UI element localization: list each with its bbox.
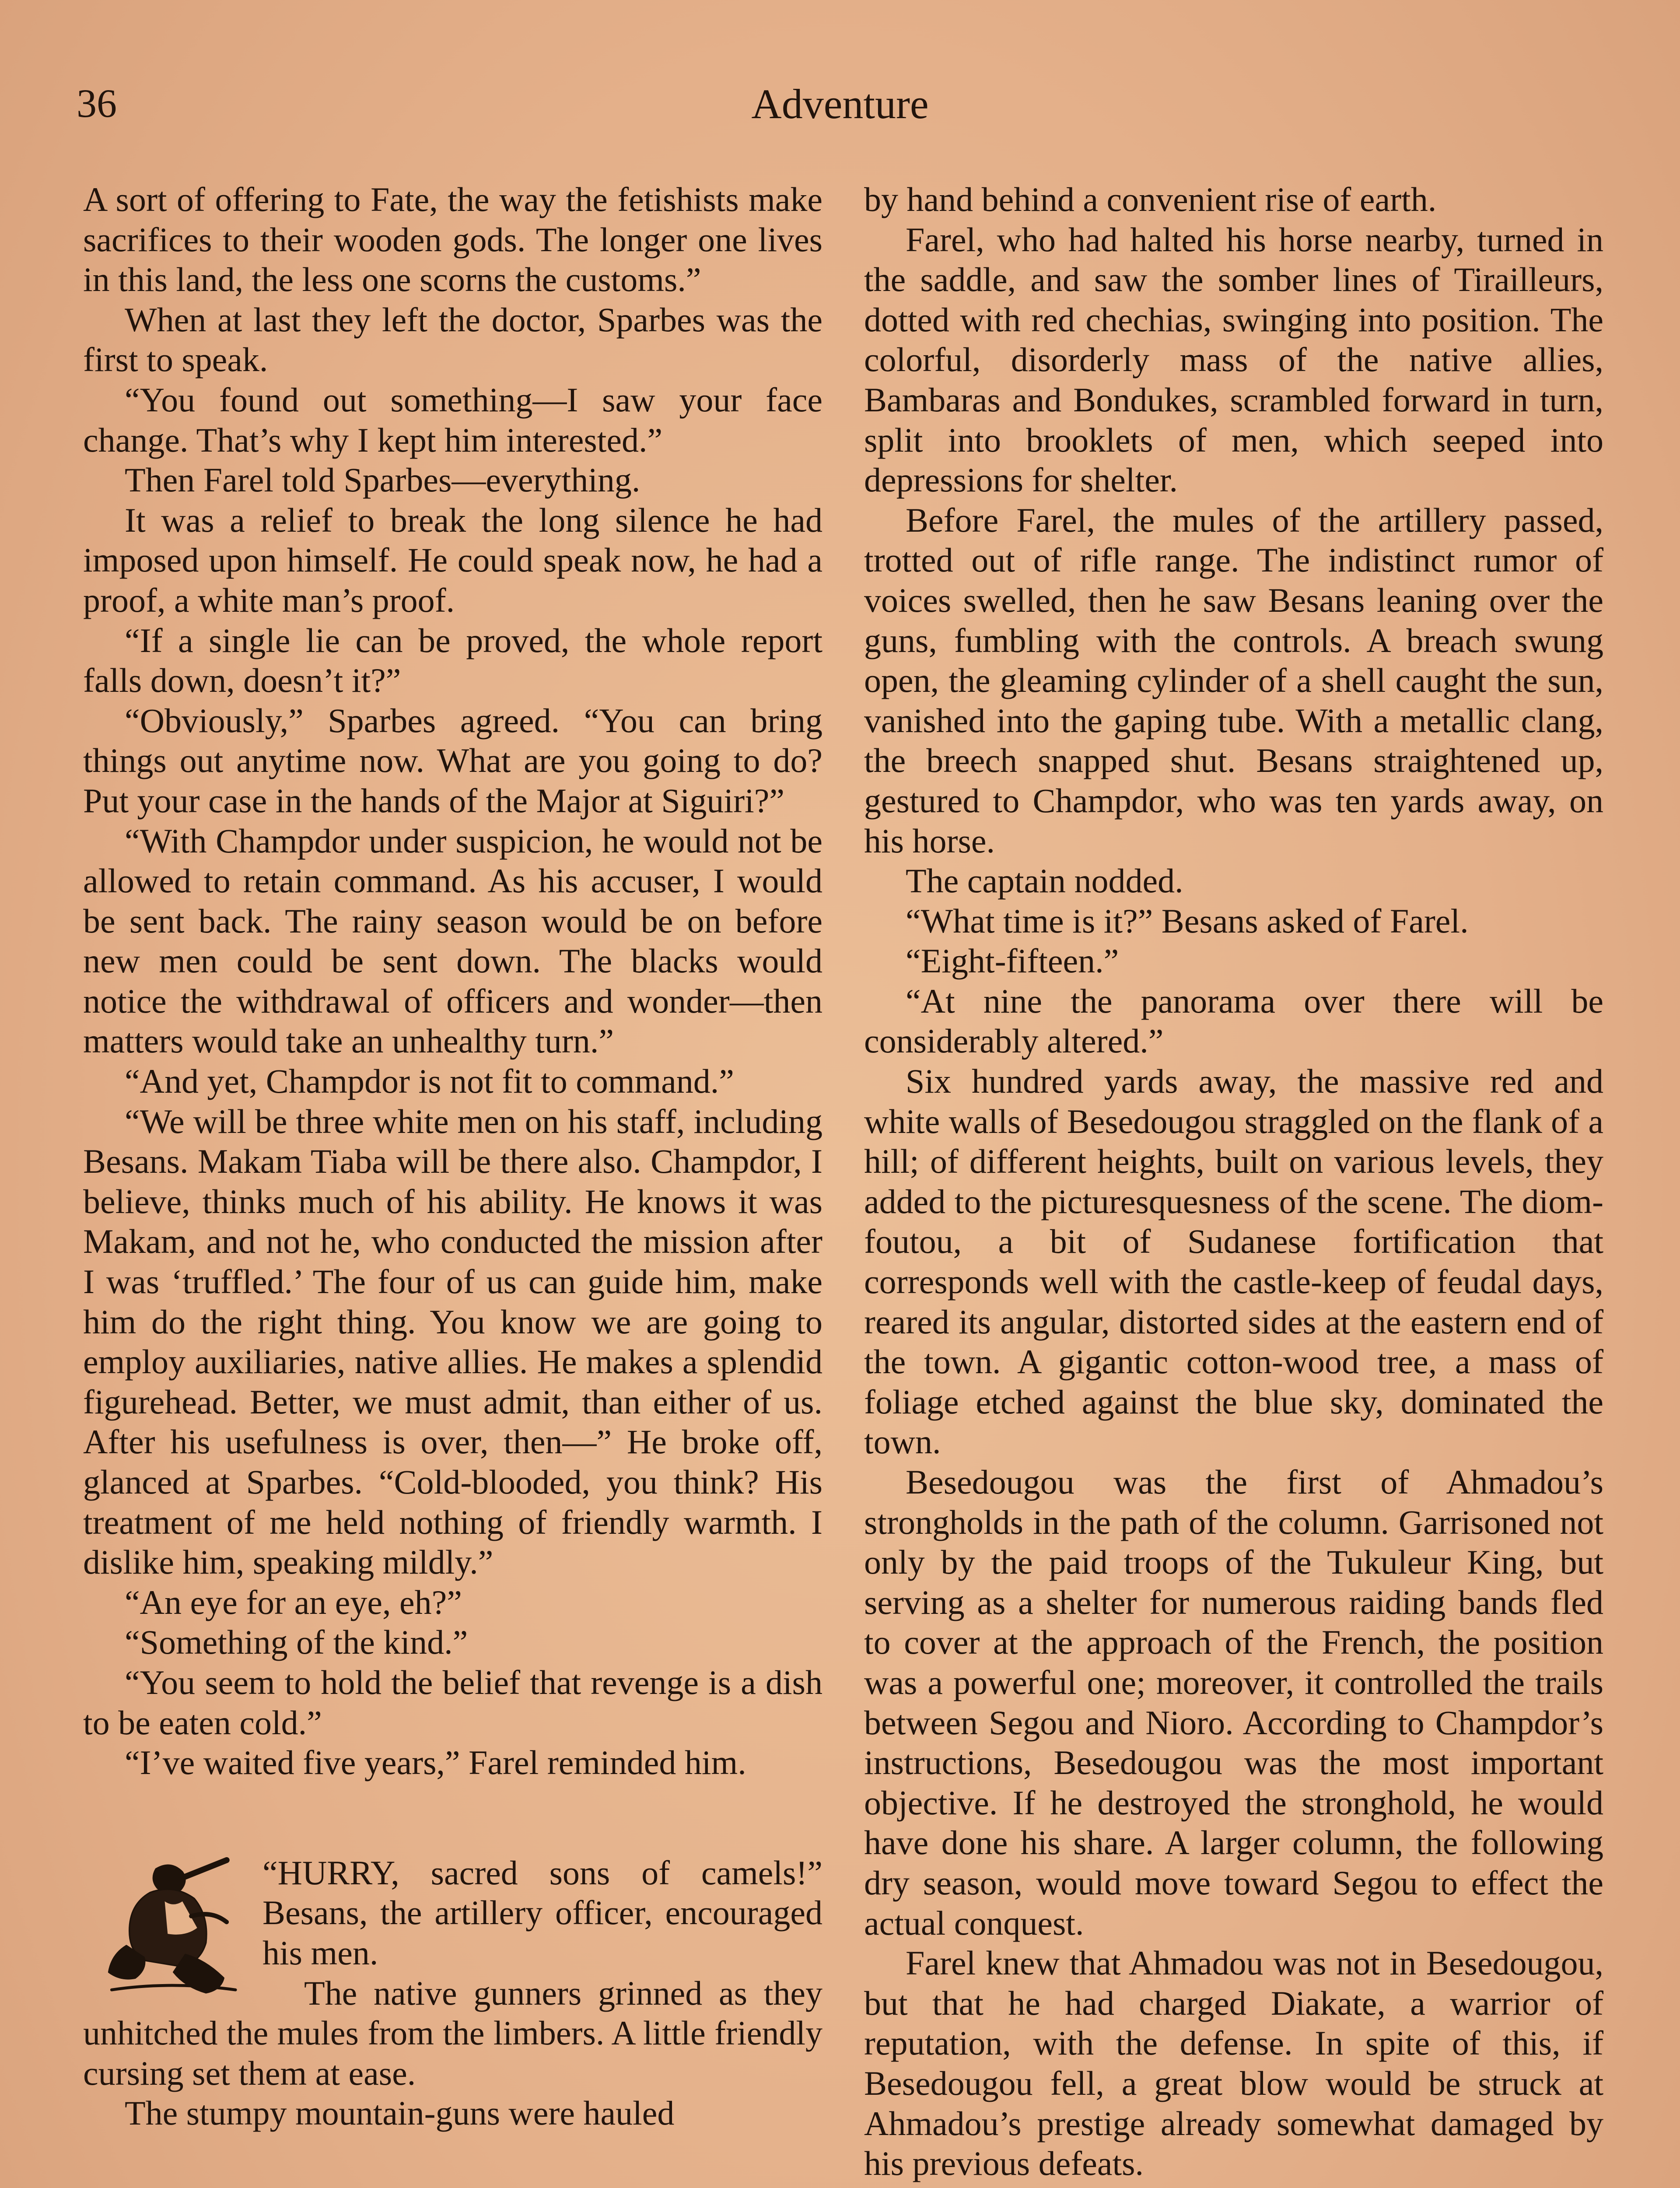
paragraph: “If a single lie can be proved, the whole report falls down, doesn’t it?”: [83, 621, 822, 700]
paragraph: A sort of offering to Fate, the way the fetishists make sacrifices to their wooden gods. The longer one lives in this land, the less one scorns the customs.”: [83, 180, 822, 299]
paragraph: “Something of the kind.”: [125, 1623, 468, 1662]
paragraph: Six hundred yards away, the massive red and white walls of Besedougou straggled on the flank of a hill; of different heights, built on various levels, they added to the picturesquesness of the scene. The diomfoutou, a bit of Sudanese fortification that corresponds well with the castle-keep of feudal days, reared its angular, distorted sides at the eastern end of the town. A gigantic cotton-wood tree, a mass of foliage etched against the blue sky, dominated the town.: [864, 1062, 1603, 1461]
paragraph: by hand behind a convenient rise of earth.: [864, 180, 1437, 218]
paragraph: “With Champdor under suspicion, he would not be allowed to retain command. As his accuser, I would be sent back. The rainy season would be on before new men could be sent down. The blacks would notice the withdrawal of officers and wonder—then matters would take an unhealthy turn.”: [83, 821, 822, 1060]
paragraph: Before Farel, the mules of the artillery passed, trotted out of rifle range. The indistinct rumor of voices swelled, then he saw Besans leaning over the guns, fumbling with the controls. A breach swung open, the gleaming cylinder of a shell caught the sun, vanished into the gaping tube. With a metallic clang, the breech snapped shut. Besans straightened up, gestured to Champdor, who was ten yards away, on his horse.: [864, 501, 1603, 860]
paragraph: Farel, who had halted his horse nearby, turned in the saddle, and saw the somber lines of Tirailleurs, dotted with red chechias, swinging into position. The colorful, disorderly mass of the native allies, Bambaras and Bondukes, scrambled forward in turn, split into brooklets of men, which seeped into depressions for shelter.: [864, 220, 1603, 499]
left-column: [83, 179, 822, 2133]
paragraph: The stumpy mountain-guns were hauled: [125, 2094, 675, 2132]
paragraph: When at last they left the doctor, Sparbes was the first to speak.: [83, 300, 822, 379]
running-head: Adventure: [751, 81, 929, 127]
paragraph: “At nine the panorama over there will be considerably altered.”: [864, 982, 1603, 1060]
paragraph: “Eight-fifteen.”: [906, 942, 1119, 980]
paragraph: “And yet, Champdor is not fit to command.”: [125, 1062, 734, 1101]
paragraph: “An eye for an eye, eh?”: [125, 1583, 462, 1621]
paragraph: “Obviously,” Sparbes agreed. “You can bring things out anytime now. What are you going to do? Put your case in the hands of the Major at Siguiri?”: [83, 701, 822, 820]
section-opening-text: “HURRY, sacred sons of camels!” Besans, the artillery officer, encouraged his men.: [262, 1853, 822, 1972]
paragraph: The captain nodded.: [906, 862, 1183, 900]
paragraph: “You found out something—I saw your face change. That’s why I kept him interested.”: [83, 380, 822, 459]
paragraph: “We will be three white men on his staff, including Besans. Makam Tiaba will be there also. Champdor, I believe, thinks much of his ability. He knows it was Makam, and not he, who conducted the mission after I was ‘truffled.’ The four of us can guide him, make him do the right thing. You know we are going to employ auxiliaries, native allies. He makes a splendid figurehead. Better, we must admit, than either of us. After his usefulness is over, then—” He broke off, glanced at Sparbes. “Cold-blooded, you think? His treatment of me held nothing of friendly warmth. I dislike him, speaking mildly.”: [83, 1102, 822, 1581]
paragraph: “You seem to hold the belief that revenge is a dish to be eaten cold.”: [83, 1663, 822, 1742]
paragraph: The native gunners grinned as they unhitched the mules from the limbers. A little friendly cursing set them at ease.: [83, 1974, 822, 2092]
right-column: [864, 179, 1603, 2184]
paragraph: “I’ve waited five years,” Farel reminded him.: [125, 1743, 746, 1782]
paragraph: “What time is it?” Besans asked of Farel.: [906, 901, 1469, 940]
paragraph: Farel knew that Ahmadou was not in Besedougou, but that he had charged Diakate, a warrior of reputation, with the defense. In spite of this, if Besedougou fell, a great blow would be struck at Ahmadou’s prestige already somewhat damaged by his previous defeats.: [864, 1944, 1603, 2183]
paragraph: Besedougou was the first of Ahmadou’s strongholds in the path of the column. Garrisoned not only by the paid troops of the Tukuleur King, but serving as a shelter for numerous raiding bands fled to cover at the approach of the French, the position was a powerful one; moreover, it controlled the trails between Segou and Nioro. According to Champdor’s instructions, Besedougou was the most important objective. If he destroyed the stronghold, he would have done his share. A larger column, the following dry season, would move toward Segou to effect the actual conquest.: [864, 1463, 1603, 1942]
paragraph: It was a relief to break the long silence he had imposed upon himself. He could speak now, he had a proof, a white man’s proof.: [83, 501, 822, 619]
section-opening-paragraph: [83, 1853, 822, 1973]
soldier-carrying-gun-icon: [96, 1857, 245, 1997]
paragraph: Then Farel told Sparbes—everything.: [125, 461, 640, 499]
page-number: 36: [77, 81, 117, 126]
